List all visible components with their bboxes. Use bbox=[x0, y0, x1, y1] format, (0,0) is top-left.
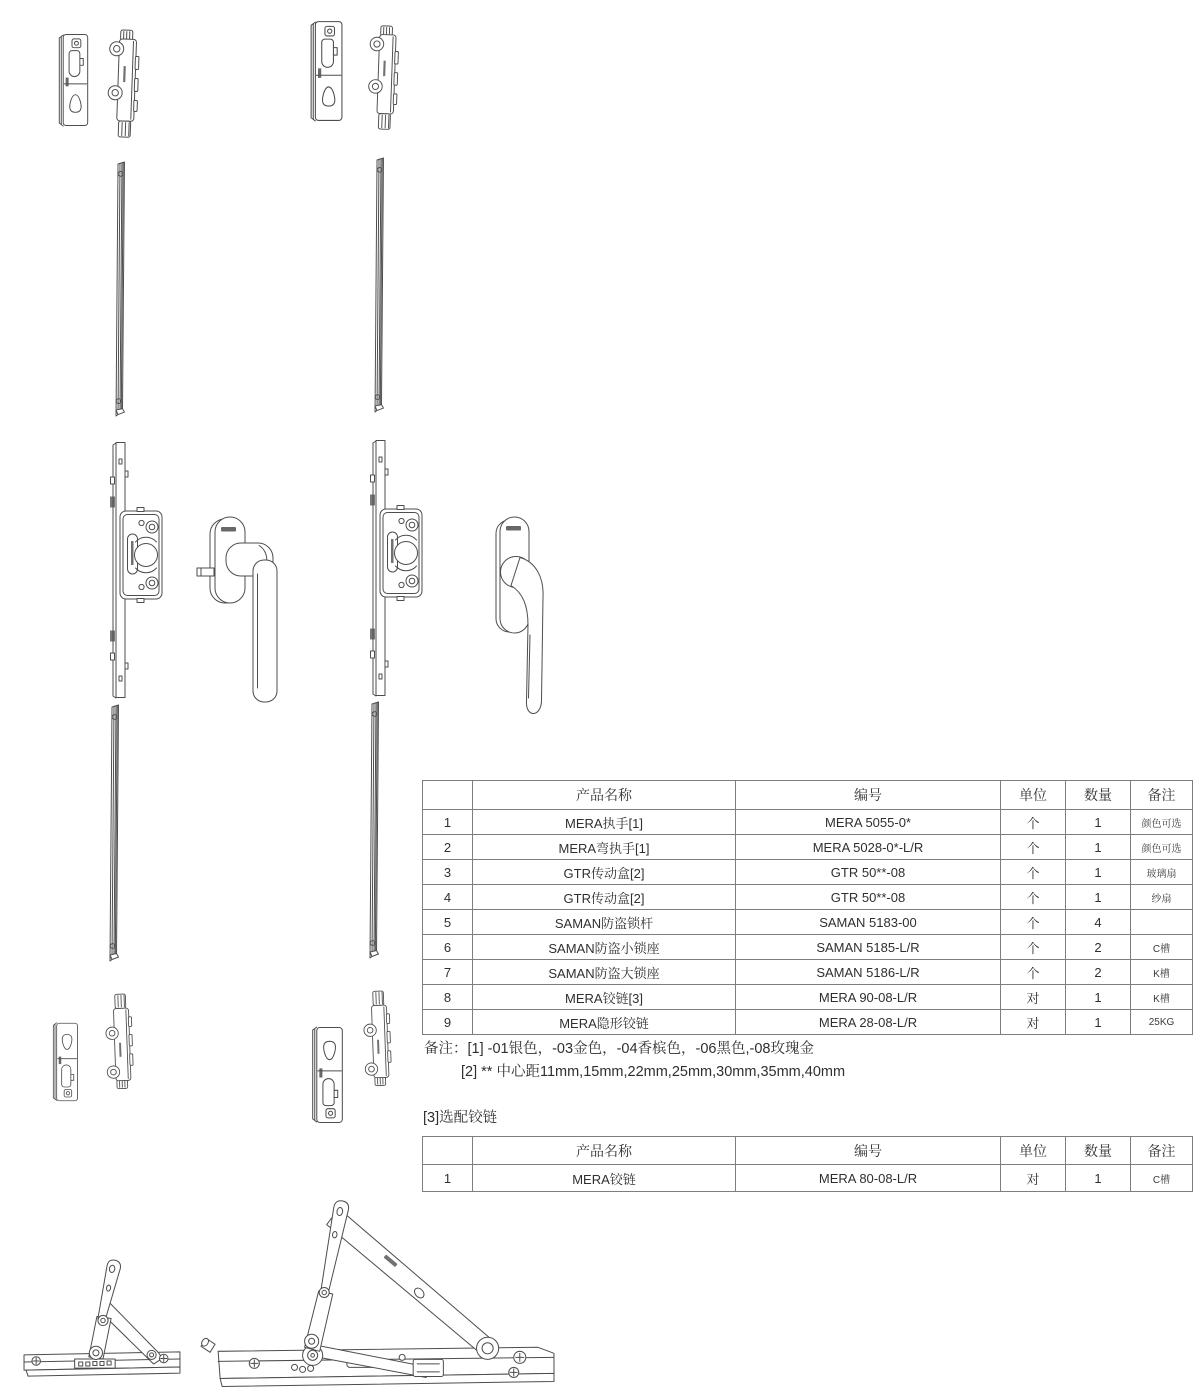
table-cell: MERA 28-08-L/R bbox=[736, 1010, 1001, 1035]
table-row bbox=[423, 810, 1193, 835]
table-cell: 1 bbox=[1066, 1010, 1131, 1035]
drawing-gearbox-glass-sash bbox=[104, 441, 166, 699]
table-cell: 1 bbox=[1066, 985, 1131, 1010]
table-cell: K槽 bbox=[1131, 985, 1193, 1010]
drawing-keeper-body-bottom-left bbox=[102, 986, 136, 1097]
drawing-lock-rod-4 bbox=[363, 700, 385, 962]
table-cell: MERA 80-08-L/R bbox=[736, 1165, 1001, 1192]
table-cell: 玻璃扇 bbox=[1131, 860, 1193, 885]
header-row bbox=[423, 1137, 1193, 1165]
drawing-lock-rod-1 bbox=[109, 160, 131, 420]
table-row bbox=[423, 1010, 1193, 1035]
table-cell: 2 bbox=[1066, 960, 1131, 985]
table-cell: GTR传动盒[2] bbox=[473, 860, 736, 885]
table-cell: 对 bbox=[1001, 1165, 1066, 1192]
table-cell: 个 bbox=[1001, 885, 1066, 910]
table-cell: 1 bbox=[1066, 835, 1131, 860]
table-cell: 1 bbox=[1066, 810, 1131, 835]
notes-block bbox=[424, 1038, 845, 1084]
table-cell: 1 bbox=[423, 810, 473, 835]
table-cell: 8 bbox=[423, 985, 473, 1010]
table-cell: MERA 5055-0* bbox=[736, 810, 1001, 835]
table-cell: 1 bbox=[1066, 1165, 1131, 1192]
drawing-hinge-large bbox=[196, 1194, 558, 1396]
table-cell: MERA铰链[3] bbox=[473, 985, 736, 1010]
column-header: 单位 bbox=[1001, 1137, 1066, 1165]
table-cell: SAMAN防盗大锁座 bbox=[473, 960, 736, 985]
table-cell: MERA弯执手[1] bbox=[473, 835, 736, 860]
table-cell: 1 bbox=[1066, 860, 1131, 885]
column-header: 产品名称 bbox=[473, 1137, 736, 1165]
drawing-hinge-small bbox=[22, 1253, 184, 1391]
table-cell bbox=[1131, 910, 1193, 935]
drawing-keeper-body-top-left bbox=[104, 27, 142, 140]
drawing-keeper-plate-top-left bbox=[55, 33, 91, 127]
table-cell: 个 bbox=[1001, 835, 1066, 860]
table-cell: SAMAN防盗小锁座 bbox=[473, 935, 736, 960]
column-header: 数量 bbox=[1066, 781, 1131, 810]
table-cell: SAMAN 5183-00 bbox=[736, 910, 1001, 935]
table-cell: 25KG bbox=[1131, 1010, 1193, 1035]
column-header: 备注 bbox=[1131, 781, 1193, 810]
table-cell: 3 bbox=[423, 860, 473, 885]
note-line-2 bbox=[424, 1061, 845, 1084]
table-cell: 对 bbox=[1001, 1010, 1066, 1035]
table-cell: K槽 bbox=[1131, 960, 1193, 985]
table-cell: C槽 bbox=[1131, 1165, 1193, 1192]
table-cell: 纱扇 bbox=[1131, 885, 1193, 910]
table-cell: C槽 bbox=[1131, 935, 1193, 960]
table-cell: 2 bbox=[423, 835, 473, 860]
table-cell: 1 bbox=[423, 1165, 473, 1192]
table-cell: MERA铰链 bbox=[473, 1165, 736, 1192]
table-cell: 7 bbox=[423, 960, 473, 985]
table-cell: 1 bbox=[1066, 885, 1131, 910]
main-parts-table bbox=[422, 780, 1193, 1035]
optional-hinge-section-title: [3]选配铰链 bbox=[423, 1110, 498, 1126]
table-row bbox=[423, 935, 1193, 960]
header-row bbox=[423, 781, 1193, 810]
table-row bbox=[423, 860, 1193, 885]
drawing-handle-straight bbox=[196, 516, 280, 706]
table-cell: MERA执手[1] bbox=[473, 810, 736, 835]
table-cell: 个 bbox=[1001, 860, 1066, 885]
table-row bbox=[423, 910, 1193, 935]
notes-label: 备注： bbox=[424, 1041, 468, 1057]
table-cell: 个 bbox=[1001, 810, 1066, 835]
table-cell: 6 bbox=[423, 935, 473, 960]
optional-hinge-table bbox=[422, 1136, 1193, 1192]
drawing-gearbox-screen-sash bbox=[364, 439, 426, 697]
drawing-handle-curved bbox=[494, 514, 550, 732]
drawing-lock-rod-3 bbox=[103, 703, 125, 965]
table-row bbox=[423, 985, 1193, 1010]
column-header: 备注 bbox=[1131, 1137, 1193, 1165]
table-row bbox=[423, 960, 1193, 985]
table-cell: 5 bbox=[423, 910, 473, 935]
table-cell: 个 bbox=[1001, 960, 1066, 985]
drawing-lock-rod-2 bbox=[368, 156, 390, 416]
table-cell: 9 bbox=[423, 1010, 473, 1035]
drawing-keeper-body-bottom-right bbox=[360, 984, 394, 1093]
table-cell: MERA 5028-0*-L/R bbox=[736, 835, 1001, 860]
table-cell: GTR传动盒[2] bbox=[473, 885, 736, 910]
drawing-keeper-plate-top-right bbox=[306, 20, 346, 122]
column-header: 编号 bbox=[736, 1137, 1001, 1165]
note-line-1-text: [1] -01银色，-03金色，-04香槟色，-06黑色,-08玫瑰金 bbox=[467, 1041, 814, 1057]
note-line-2-text: [2] ** 中心距11mm,15mm,22mm,25mm,30mm,35mm,40mm bbox=[461, 1064, 846, 1080]
column-header bbox=[423, 781, 473, 810]
table-cell: 4 bbox=[1066, 910, 1131, 935]
table-cell: 个 bbox=[1001, 910, 1066, 935]
table-cell: 个 bbox=[1001, 935, 1066, 960]
table-row bbox=[423, 1165, 1193, 1192]
column-header: 数量 bbox=[1066, 1137, 1131, 1165]
table-cell: GTR 50**-08 bbox=[736, 885, 1001, 910]
table-cell: SAMAN防盗锁杆 bbox=[473, 910, 736, 935]
table-cell: MERA 90-08-L/R bbox=[736, 985, 1001, 1010]
table-cell: SAMAN 5185-L/R bbox=[736, 935, 1001, 960]
table-cell: 颜色可选 bbox=[1131, 835, 1193, 860]
table-row bbox=[423, 835, 1193, 860]
drawing-keeper-plate-bottom-left bbox=[50, 1014, 80, 1110]
table-cell: 4 bbox=[423, 885, 473, 910]
column-header bbox=[423, 1137, 473, 1165]
note-line-1 bbox=[424, 1038, 845, 1061]
table-cell: GTR 50**-08 bbox=[736, 860, 1001, 885]
table-cell: MERA隐形铰链 bbox=[473, 1010, 736, 1035]
table-cell: 颜色可选 bbox=[1131, 810, 1193, 835]
table-cell: SAMAN 5186-L/R bbox=[736, 960, 1001, 985]
table-row bbox=[423, 885, 1193, 910]
column-header: 单位 bbox=[1001, 781, 1066, 810]
column-header: 产品名称 bbox=[473, 781, 736, 810]
drawing-keeper-body-top-right bbox=[364, 23, 402, 132]
table-cell: 对 bbox=[1001, 985, 1066, 1010]
column-header: 编号 bbox=[736, 781, 1001, 810]
table-cell: 2 bbox=[1066, 935, 1131, 960]
drawing-keeper-plate-bottom-right bbox=[308, 1026, 346, 1124]
